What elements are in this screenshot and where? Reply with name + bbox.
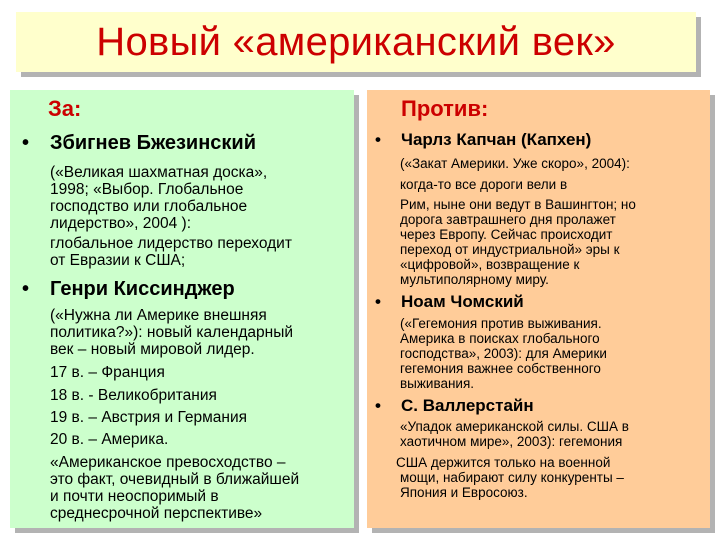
for-bullet-2-line: век – новый мировой лидер.	[50, 341, 255, 358]
for-bullet-1-line: («Великая шахматная доска»,	[50, 164, 268, 181]
against-bullet-1-line: («Закат Америки. Уже скоро», 2004):	[400, 156, 630, 171]
for-bullet-2-line: это факт, очевидный в ближайшей	[50, 471, 300, 488]
slide-title: Новый «американский век»	[96, 19, 616, 64]
bullet-icon: •	[22, 278, 30, 300]
against-bullet-1-line: «цифровой», возвращение к	[400, 257, 580, 272]
for-bullet-2-name: Генри Киссинджер	[50, 278, 235, 300]
against-bullet-3-line: хаотичном мире», 2003): гегемония	[400, 434, 623, 449]
for-bullet-1-line: 1998; «Выбор. Глобальное	[50, 181, 244, 198]
against-bullet-2-line: Америка в поисках глобального	[400, 331, 600, 346]
for-bullet-2-line: («Нужна ли Америке внешняя	[50, 307, 267, 324]
for-bullet-1-line: лидерство», 2004 ):	[50, 215, 192, 232]
title-box	[16, 12, 696, 72]
against-bullet-1-line: дорога завтрашнего дня пролажет	[400, 212, 616, 227]
against-bullet-2-line: господства», 2003): для Америки	[400, 346, 607, 361]
bullet-icon: •	[375, 396, 381, 415]
for-bullet-2-line: политика?»): новый календарный	[50, 324, 294, 341]
against-bullet-1-line: Рим, ныне они ведут в Вашингтон; но	[400, 197, 636, 212]
for-bullet-1-name: Збигнев Бжезинский	[50, 132, 257, 154]
against-bullet-2-line: («Гегемония против выживания.	[400, 316, 602, 331]
for-bullet-2-line: 18 в. - Великобритания	[50, 387, 217, 404]
against-bullet-3-line: Япония и Евросоюз.	[400, 485, 528, 500]
for-bullet-2-line: 19 в. – Австрия и Германия	[50, 409, 247, 426]
for-bullet-2-line: 20 в. – Америка.	[50, 431, 169, 448]
for-bullet-2-line: 17 в. – Франция	[50, 364, 165, 381]
for-bullet-2-line: «Американское превосходство –	[50, 454, 286, 471]
for-bullet-2-line: среднесрочной перспективе»	[50, 505, 263, 522]
for-panel	[10, 90, 354, 528]
against-bullet-1-name: Чарлз Капчан (Капхен)	[401, 130, 592, 149]
against-bullet-3-line: «Упадок американской силы. США в	[400, 419, 629, 434]
for-bullet-2-line: и почти неоспоримый в	[50, 488, 219, 505]
against-panel	[367, 90, 710, 528]
for-bullet-1-line: глобальное лидерство переходит	[50, 235, 292, 252]
bullet-icon: •	[375, 130, 381, 149]
against-bullet-2-line: выживания.	[400, 376, 475, 391]
against-bullet-1-line: через Европу. Сейчас происходит	[400, 227, 613, 242]
for-bullet-1-line: господство или глобальное	[50, 198, 248, 215]
against-bullet-3-line: США держится только на военной	[396, 455, 611, 470]
against-bullet-3-line: мощи, набирают силу конкуренты –	[400, 470, 624, 485]
for-heading: За:	[48, 96, 82, 121]
against-bullet-2-line: гегемония важнее собственного	[400, 361, 601, 376]
against-bullet-3-name: С. Валлерстайн	[401, 396, 534, 415]
against-bullet-2-name: Ноам Чомский	[401, 292, 524, 311]
against-bullet-1-line: переход от индустриальной» эры к	[400, 242, 620, 257]
bullet-icon: •	[375, 292, 381, 311]
against-bullet-1-line: мультиполярному миру.	[400, 272, 549, 287]
bullet-icon: •	[22, 132, 30, 154]
against-bullet-1-line: когда-то все дороги вели в	[400, 177, 568, 192]
for-bullet-1-line: от Евразии к США;	[50, 252, 186, 269]
against-heading: Против:	[401, 96, 489, 121]
